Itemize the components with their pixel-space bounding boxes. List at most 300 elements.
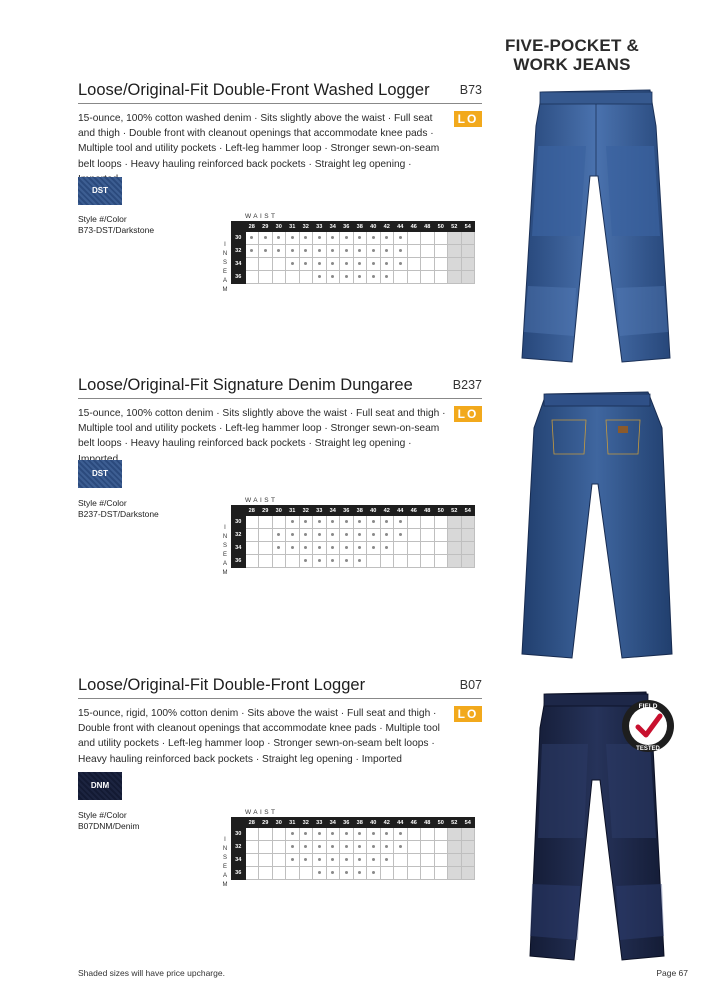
- availability-dot: [331, 832, 334, 835]
- size-cell: [299, 828, 313, 841]
- size-cell: [448, 245, 462, 258]
- size-cell: [299, 529, 313, 542]
- size-grid: [231, 817, 475, 880]
- size-cell: [259, 555, 273, 568]
- waist-size-header: 31: [286, 818, 300, 828]
- waist-size-header: 36: [340, 818, 354, 828]
- size-cell: [299, 271, 313, 284]
- size-cell: [340, 542, 354, 555]
- size-cell: [367, 854, 381, 867]
- size-cell: [407, 271, 421, 284]
- availability-dot: [264, 249, 267, 252]
- size-cell: [353, 542, 367, 555]
- size-cell: [367, 245, 381, 258]
- size-cell: [272, 841, 286, 854]
- product-sku: B73: [459, 83, 482, 97]
- size-cell: [259, 841, 273, 854]
- availability-dot: [345, 249, 348, 252]
- waist-size-header: 33: [313, 818, 327, 828]
- availability-dot: [385, 858, 388, 861]
- waist-size-header: 32: [299, 222, 313, 232]
- size-cell: [272, 542, 286, 555]
- product-b73: [78, 81, 482, 381]
- size-cell: [407, 232, 421, 245]
- badge-text-top: FIELD: [638, 703, 658, 710]
- availability-dot: [345, 236, 348, 239]
- size-cell: [380, 529, 394, 542]
- availability-dot: [372, 262, 375, 265]
- size-cell: [380, 841, 394, 854]
- availability-dot: [358, 845, 361, 848]
- size-cell: [461, 271, 475, 284]
- size-cell: [259, 232, 273, 245]
- waist-size-header: 48: [421, 222, 435, 232]
- inseam-size-header: 34: [232, 854, 246, 867]
- waist-size-header: 52: [448, 222, 462, 232]
- waist-size-header: 46: [407, 818, 421, 828]
- availability-dot: [399, 249, 402, 252]
- availability-dot: [277, 533, 280, 536]
- availability-dot: [264, 236, 267, 239]
- availability-dot: [385, 520, 388, 523]
- availability-dot: [385, 533, 388, 536]
- availability-dot: [291, 533, 294, 536]
- size-cell: [367, 555, 381, 568]
- size-cell: [353, 516, 367, 529]
- waist-label: WAIST: [245, 497, 278, 504]
- waist-size-header: 54: [461, 818, 475, 828]
- availability-dot: [345, 533, 348, 536]
- size-cell: [259, 245, 273, 258]
- size-cell: [272, 854, 286, 867]
- product-description: 15-ounce, 100% cotton denim · Sits slightly above the waist · Full seat and thigh · Multiple tool and utility pockets · Left-leg hammer loop · Stronger sewn-on-seam belt loops · Heavy hauling reinforced back pockets · Straight leg opening ·: [78, 408, 446, 450]
- inseam-size-header: 30: [232, 516, 246, 529]
- size-cell: [245, 828, 259, 841]
- inseam-row: [232, 258, 475, 271]
- size-cell: [461, 516, 475, 529]
- inseam-size-header: 30: [232, 232, 246, 245]
- availability-dot: [358, 533, 361, 536]
- size-cell: [380, 828, 394, 841]
- divider: [78, 103, 482, 104]
- style-color-label: Style #/Color: [78, 810, 127, 820]
- size-cell: [259, 854, 273, 867]
- waist-size-header: 34: [326, 222, 340, 232]
- size-cell: [326, 258, 340, 271]
- size-cell: [421, 258, 435, 271]
- size-cell: [286, 271, 300, 284]
- size-cell: [286, 232, 300, 245]
- waist-size-header: 33: [313, 222, 327, 232]
- size-cell: [259, 828, 273, 841]
- size-cell: [326, 841, 340, 854]
- availability-dot: [399, 845, 402, 848]
- size-cell: [313, 258, 327, 271]
- size-cell: [299, 245, 313, 258]
- size-cell: [353, 529, 367, 542]
- size-cell: [421, 841, 435, 854]
- waist-size-header: 52: [448, 818, 462, 828]
- size-cell: [340, 841, 354, 854]
- availability-dot: [399, 832, 402, 835]
- waist-size-header: 28: [245, 506, 259, 516]
- size-cell: [407, 828, 421, 841]
- inseam-row: [232, 841, 475, 854]
- inseam-size-header: 34: [232, 542, 246, 555]
- waist-size-header: 44: [394, 506, 408, 516]
- availability-dot: [291, 249, 294, 252]
- availability-dot: [385, 275, 388, 278]
- waist-size-header: 44: [394, 818, 408, 828]
- availability-dot: [291, 546, 294, 549]
- size-cell: [407, 529, 421, 542]
- size-cell: [448, 542, 462, 555]
- waist-size-header: 50: [434, 818, 448, 828]
- availability-dot: [277, 546, 280, 549]
- size-cell: [448, 854, 462, 867]
- size-cell: [245, 854, 259, 867]
- size-cell: [367, 867, 381, 880]
- size-cell: [421, 854, 435, 867]
- size-cell: [259, 867, 273, 880]
- availability-dot: [304, 858, 307, 861]
- size-cell: [434, 271, 448, 284]
- size-cell: [407, 542, 421, 555]
- size-cell: [394, 555, 408, 568]
- availability-dot: [358, 275, 361, 278]
- size-cell: [313, 516, 327, 529]
- style-color-value: B237-DST/Darkstone: [78, 509, 159, 519]
- size-cell: [434, 555, 448, 568]
- size-cell: [326, 828, 340, 841]
- size-cell: [326, 867, 340, 880]
- style-color-value: B73-DST/Darkstone: [78, 225, 155, 235]
- size-cell: [448, 867, 462, 880]
- availability-dot: [304, 845, 307, 848]
- size-cell: [272, 245, 286, 258]
- size-cell: [245, 841, 259, 854]
- size-cell: [367, 542, 381, 555]
- availability-dot: [291, 858, 294, 861]
- size-cell: [353, 258, 367, 271]
- availability-dot: [372, 533, 375, 536]
- availability-dot: [331, 858, 334, 861]
- availability-dot: [250, 236, 253, 239]
- availability-dot: [318, 832, 321, 835]
- waist-size-header: 28: [245, 222, 259, 232]
- size-cell: [394, 529, 408, 542]
- badge-text-bottom: TESTED: [636, 746, 660, 752]
- size-cell: [326, 516, 340, 529]
- product-title: Loose/Original-Fit Signature Denim Dungaree: [78, 376, 413, 394]
- inseam-size-header: 34: [232, 258, 246, 271]
- availability-dot: [318, 275, 321, 278]
- size-cell: [340, 516, 354, 529]
- size-cell: [448, 555, 462, 568]
- size-cell: [421, 529, 435, 542]
- size-cell: [461, 841, 475, 854]
- availability-dot: [372, 546, 375, 549]
- product-title: Loose/Original-Fit Double-Front Logger: [78, 676, 366, 694]
- size-cell: [326, 271, 340, 284]
- availability-dot: [331, 249, 334, 252]
- size-cell: [380, 555, 394, 568]
- grid-corner: [232, 506, 246, 516]
- size-cell: [394, 867, 408, 880]
- color-swatch: DST: [78, 177, 122, 205]
- availability-dot: [372, 249, 375, 252]
- size-cell: [272, 258, 286, 271]
- size-cell: [367, 841, 381, 854]
- color-swatch: DST: [78, 460, 122, 488]
- size-cell: [272, 271, 286, 284]
- size-cell: [272, 867, 286, 880]
- size-cell: [407, 841, 421, 854]
- field-tested-badge: [620, 698, 676, 754]
- size-cell: [380, 867, 394, 880]
- waist-size-header: 30: [272, 222, 286, 232]
- size-cell: [461, 529, 475, 542]
- availability-dot: [399, 262, 402, 265]
- size-cell: [461, 542, 475, 555]
- availability-dot: [345, 546, 348, 549]
- inseam-row: [232, 867, 475, 880]
- waist-size-header: 30: [272, 818, 286, 828]
- waist-size-header: 29: [259, 222, 273, 232]
- size-cell: [245, 529, 259, 542]
- size-cell: [299, 841, 313, 854]
- size-cell: [434, 828, 448, 841]
- availability-dot: [358, 858, 361, 861]
- availability-dot: [318, 871, 321, 874]
- size-cell: [461, 828, 475, 841]
- grid-corner: [232, 818, 246, 828]
- availability-dot: [345, 520, 348, 523]
- inseam-size-header: 32: [232, 245, 246, 258]
- size-cell: [272, 516, 286, 529]
- waist-label: WAIST: [245, 213, 278, 220]
- size-cell: [313, 245, 327, 258]
- availability-dot: [345, 871, 348, 874]
- size-cell: [313, 867, 327, 880]
- inseam-size-header: 32: [232, 529, 246, 542]
- availability-dot: [304, 249, 307, 252]
- availability-dot: [358, 262, 361, 265]
- waist-size-header: 54: [461, 222, 475, 232]
- size-cell: [434, 529, 448, 542]
- size-cell: [313, 841, 327, 854]
- size-cell: [353, 232, 367, 245]
- waist-size-header: 32: [299, 818, 313, 828]
- availability-dot: [318, 533, 321, 536]
- availability-dot: [331, 520, 334, 523]
- style-color-value: B07DNM/Denim: [78, 821, 140, 831]
- inseam-row: [232, 232, 475, 245]
- inseam-row: [232, 555, 475, 568]
- size-cell: [407, 516, 421, 529]
- footer-note: Shaded sizes will have price upcharge.: [78, 968, 225, 978]
- availability-dot: [331, 236, 334, 239]
- availability-dot: [318, 520, 321, 523]
- availability-dot: [318, 546, 321, 549]
- size-cell: [380, 245, 394, 258]
- size-cell: [367, 828, 381, 841]
- size-cell: [407, 854, 421, 867]
- style-color-label: Style #/Color: [78, 498, 127, 508]
- size-cell: [272, 529, 286, 542]
- availability-dot: [345, 858, 348, 861]
- size-cell: [326, 854, 340, 867]
- size-cell: [380, 542, 394, 555]
- waist-size-header: 31: [286, 222, 300, 232]
- size-cell: [353, 867, 367, 880]
- size-cell: [340, 854, 354, 867]
- availability-dot: [304, 236, 307, 239]
- waist-size-header: 38: [353, 222, 367, 232]
- waist-size-header: 36: [340, 222, 354, 232]
- size-cell: [340, 232, 354, 245]
- waist-size-header: 30: [272, 506, 286, 516]
- availability-dot: [358, 249, 361, 252]
- availability-dot: [304, 520, 307, 523]
- waist-size-header: 44: [394, 222, 408, 232]
- waist-size-header: 31: [286, 506, 300, 516]
- jeans-photo-b237: [512, 388, 682, 664]
- availability-dot: [345, 275, 348, 278]
- size-cell: [272, 232, 286, 245]
- availability-dot: [304, 832, 307, 835]
- size-cell: [313, 542, 327, 555]
- availability-dot: [372, 236, 375, 239]
- size-cell: [286, 516, 300, 529]
- inseam-size-header: 30: [232, 828, 246, 841]
- size-cell: [434, 841, 448, 854]
- size-cell: [380, 854, 394, 867]
- size-cell: [353, 245, 367, 258]
- size-cell: [313, 555, 327, 568]
- size-cell: [421, 867, 435, 880]
- size-cell: [448, 516, 462, 529]
- size-cell: [394, 516, 408, 529]
- waist-size-header: 29: [259, 506, 273, 516]
- waist-size-header: 38: [353, 506, 367, 516]
- size-cell: [448, 841, 462, 854]
- size-cell: [367, 529, 381, 542]
- divider: [78, 698, 482, 699]
- size-cell: [434, 516, 448, 529]
- size-cell: [353, 841, 367, 854]
- availability-dot: [331, 275, 334, 278]
- size-cell: [245, 232, 259, 245]
- size-cell: [259, 529, 273, 542]
- size-cell: [286, 828, 300, 841]
- size-cell: [299, 232, 313, 245]
- fit-badge: LO: [454, 406, 482, 422]
- size-cell: [245, 245, 259, 258]
- size-cell: [421, 271, 435, 284]
- size-cell: [340, 555, 354, 568]
- waist-size-header: 34: [326, 506, 340, 516]
- availability-dot: [358, 236, 361, 239]
- size-cell: [340, 529, 354, 542]
- size-cell: [340, 245, 354, 258]
- size-cell: [259, 271, 273, 284]
- availability-dot: [385, 236, 388, 239]
- availability-dot: [358, 832, 361, 835]
- size-cell: [461, 555, 475, 568]
- size-cell: [367, 271, 381, 284]
- size-cell: [299, 867, 313, 880]
- availability-dot: [345, 262, 348, 265]
- inseam-row: [232, 529, 475, 542]
- size-cell: [286, 258, 300, 271]
- waist-size-header: 48: [421, 506, 435, 516]
- size-cell: [245, 516, 259, 529]
- availability-dot: [372, 871, 375, 874]
- grid-corner: [232, 222, 246, 232]
- size-cell: [461, 258, 475, 271]
- size-cell: [272, 828, 286, 841]
- size-cell: [448, 232, 462, 245]
- size-cell: [245, 271, 259, 284]
- size-cell: [380, 516, 394, 529]
- size-cell: [286, 867, 300, 880]
- availability-dot: [277, 249, 280, 252]
- size-cell: [326, 232, 340, 245]
- availability-dot: [345, 559, 348, 562]
- size-cell: [394, 854, 408, 867]
- availability-dot: [318, 858, 321, 861]
- size-cell: [313, 232, 327, 245]
- inseam-size-header: 36: [232, 271, 246, 284]
- inseam-size-header: 32: [232, 841, 246, 854]
- size-cell: [340, 271, 354, 284]
- size-cell: [259, 542, 273, 555]
- waist-size-header: 40: [367, 506, 381, 516]
- product-title: Loose/Original-Fit Double-Front Washed Logger: [78, 81, 430, 99]
- section-title-line1: FIVE-POCKET &: [505, 36, 639, 55]
- size-cell: [326, 529, 340, 542]
- size-cell: [299, 555, 313, 568]
- availability-dot: [277, 236, 280, 239]
- style-color-info: [78, 214, 154, 236]
- availability-dot: [358, 520, 361, 523]
- availability-dot: [358, 546, 361, 549]
- availability-dot: [331, 262, 334, 265]
- waist-size-header: 42: [380, 818, 394, 828]
- availability-dot: [345, 832, 348, 835]
- size-cell: [367, 258, 381, 271]
- size-cell: [353, 271, 367, 284]
- size-cell: [286, 841, 300, 854]
- size-cell: [421, 232, 435, 245]
- size-cell: [340, 867, 354, 880]
- size-cell: [353, 828, 367, 841]
- availability-dot: [291, 845, 294, 848]
- size-cell: [421, 516, 435, 529]
- availability-dot: [318, 262, 321, 265]
- section-header: [492, 36, 652, 74]
- waist-size-header: 32: [299, 506, 313, 516]
- size-cell: [272, 555, 286, 568]
- inseam-row: [232, 542, 475, 555]
- availability-dot: [331, 559, 334, 562]
- size-cell: [394, 245, 408, 258]
- availability-dot: [331, 546, 334, 549]
- product-description: 15-ounce, 100% cotton washed denim · Sits slightly above the waist · Full seat and thigh · Double front with cleanout openings that accommodate knee pads · Multiple tool and utility pockets · Left-leg hammer loop · Stronger sewn-on-seam belt loops · Heavy hauling reinforced back pockets · Straight leg opening ·: [78, 113, 440, 170]
- waist-size-header: 36: [340, 506, 354, 516]
- inseam-size-header: 36: [232, 867, 246, 880]
